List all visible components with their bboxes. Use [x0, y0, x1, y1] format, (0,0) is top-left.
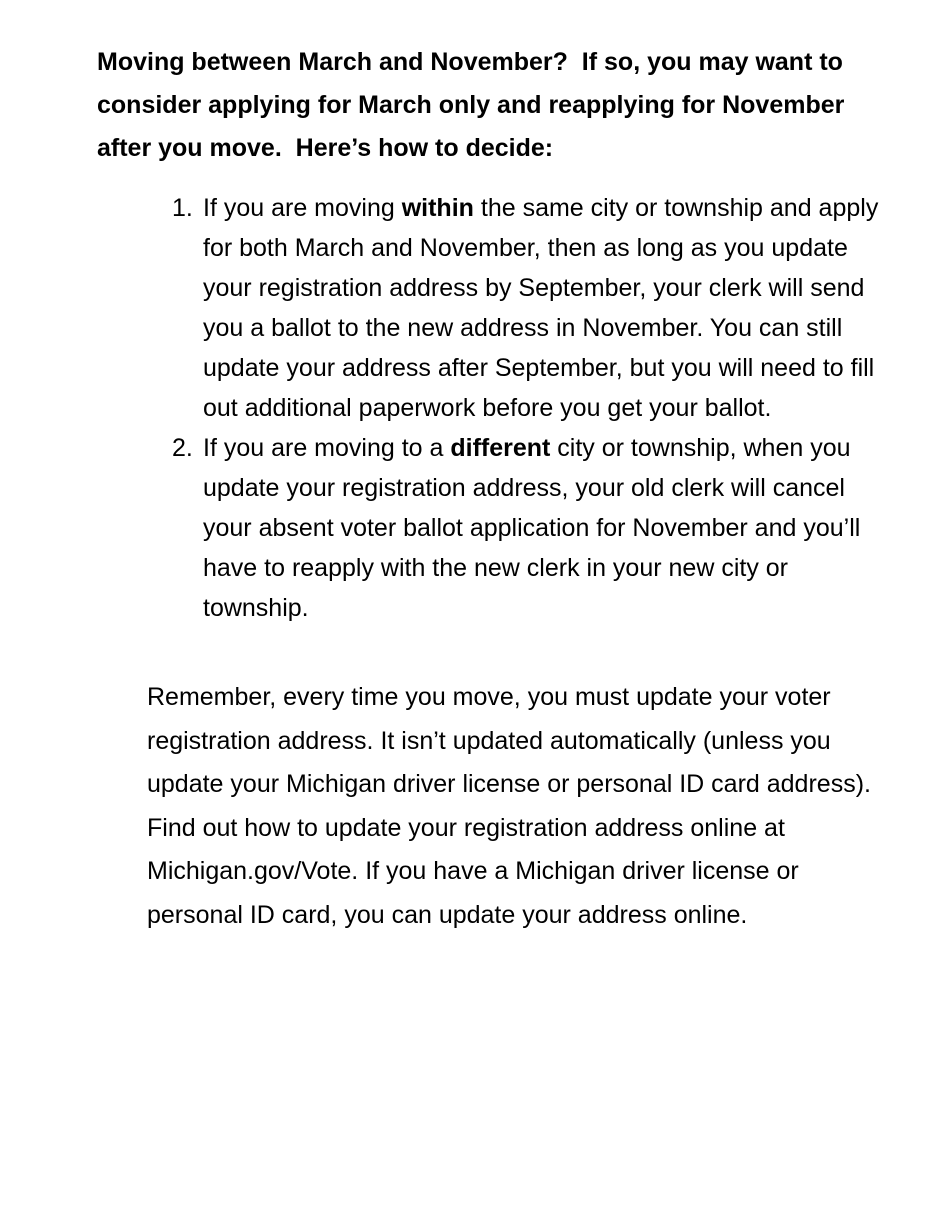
step-number: 1. — [172, 194, 193, 222]
step-number: 2. — [172, 434, 193, 462]
step-text-after: city or township, when you update your registration address, your old clerk will cancel your absent voter ballot application for November and you’ll have to reapply with the new clerk in your new city or township. — [203, 434, 861, 622]
reminder-paragraph: Remember, every time you move, you must update your voter registration address. It isn’t updated automatically (unless you update your Michigan driver license or personal ID card address). Find out how to update your registration address online at Michigan.gov/Vote. If you have a Michigan driver license or personal ID card, you can update your address online. — [147, 683, 871, 929]
page-heading: Moving between March and November? If so, you may want to consider applying for March only and reapplying for November after you move. Here’s how to decide: — [97, 48, 845, 162]
list-item — [172, 428, 892, 628]
step-text-after: the same city or township and apply for both March and November, then as long as you update your registration address by September, your clerk will send you a ballot to the new address in November. You can still update your address after September, but you will need to fill out additional paperwork before you get your ballot. — [203, 194, 879, 422]
decision-steps-list — [172, 188, 892, 628]
step-text-before: If you are moving — [203, 194, 402, 222]
list-item — [172, 188, 892, 428]
step-text-before: If you are moving to a — [203, 434, 451, 462]
step-emphasis: different — [450, 434, 551, 462]
step-emphasis: within — [401, 194, 474, 222]
